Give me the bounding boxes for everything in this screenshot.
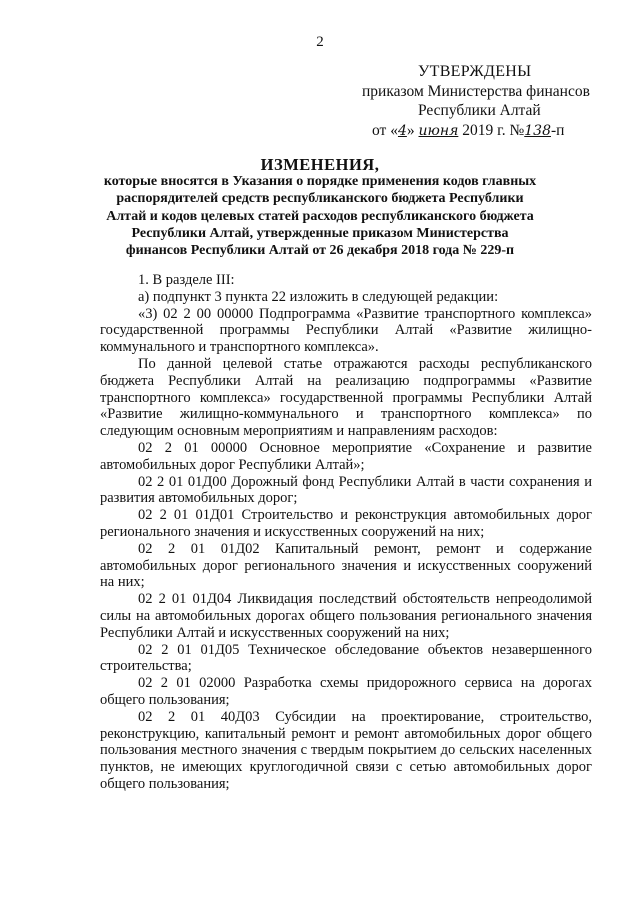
paragraph-item: 02 2 01 01Д00 Дорожный фонд Республики Алтай в части сохранения и развития автомобильных дорог; bbox=[100, 473, 592, 507]
paragraph-description: По данной целевой статье отражаются расходы республиканского бюджета Республики Алтай на реализацию подпрограммы «Развитие транспортного комплекса» государственной программы Республики Алтай «Развитие жилищно-коммунального и транспортного комплекса» по следующим основным мероприятиям и направлениям расходов: bbox=[100, 355, 592, 440]
date-year: 2019 г. № bbox=[462, 121, 525, 139]
order-number-handwritten: 138 bbox=[524, 122, 551, 139]
paragraph-item: 02 2 01 01Д05 Техническое обследование объектов незавершенного строительства; bbox=[100, 641, 592, 675]
page-number: 2 bbox=[316, 34, 324, 50]
approval-block bbox=[360, 62, 610, 141]
approval-republic-line: Республики Алтай bbox=[418, 102, 541, 119]
date-prefix: от « bbox=[372, 121, 398, 139]
approval-date-line bbox=[360, 121, 610, 142]
paragraph-item: 02 2 01 40Д03 Субсидии на проектирование, строительство, реконструкцию, капитальный ремонт и ремонт автомобильных дорог общего пользования местного значения с твердым покрытием до сельских населенных пунктов, не имеющих круглогодичной связи с сетью автомобильных дорог общего пользования; bbox=[100, 708, 592, 792]
document-body bbox=[100, 272, 592, 793]
document-title: ИЗМЕНЕНИЯ, bbox=[260, 155, 380, 174]
date-mid: » bbox=[406, 121, 415, 139]
paragraph-subprogram: «3) 02 2 00 00000 Подпрограмма «Развитие транспортного комплекса» государственной программы Республики Алтай «Развитие жилищно-коммунального и транспортного комплекса». bbox=[100, 305, 592, 356]
paragraph-item: 02 2 01 01Д01 Строительство и реконструкция автомобильных дорог регионального значения и искусственных сооружений на них; bbox=[100, 507, 592, 540]
document-subtitle: которые вносятся в Указания о порядке применения кодов главных распорядителей средств республиканского бюджета Республики Алтай и кодов целевых статей расходов республиканского бюджета Республики Алтай, утвержденные приказом Министерства финансов Республики Алтай от 26 декабря 2018 года № 229-п bbox=[103, 174, 537, 259]
paragraph-item: 02 2 01 01Д04 Ликвидация последствий обстоятельств непреодолимой силы на автомобильных дорогах общего пользования регионального значения Республики Алтай и искусственных сооружений на них; bbox=[100, 591, 592, 641]
date-day-handwritten: 4 bbox=[397, 122, 407, 139]
paragraph-subpoint: а) подпункт 3 пункта 22 изложить в следующей редакции: bbox=[138, 288, 499, 305]
order-number-suffix: -п bbox=[550, 121, 565, 139]
paragraph-item: 02 2 01 02000 Разработка схемы придорожного сервиса на дорогах общего пользования; bbox=[100, 675, 592, 708]
approval-order-line: приказом Министерства финансов bbox=[362, 82, 590, 100]
paragraph-item: 02 2 01 01Д02 Капитальный ремонт, ремонт и содержание автомобильных дорог регионального значения и искусственных сооружений на них; bbox=[100, 540, 592, 591]
date-month-handwritten: июня bbox=[418, 122, 459, 139]
paragraph-section: 1. В разделе III: bbox=[138, 272, 235, 288]
paragraph-item: 02 2 01 00000 Основное мероприятие «Сохранение и развитие автомобильных дорог Республики Алтай»; bbox=[100, 439, 592, 473]
approval-heading: УТВЕРЖДЕНЫ bbox=[418, 63, 532, 80]
